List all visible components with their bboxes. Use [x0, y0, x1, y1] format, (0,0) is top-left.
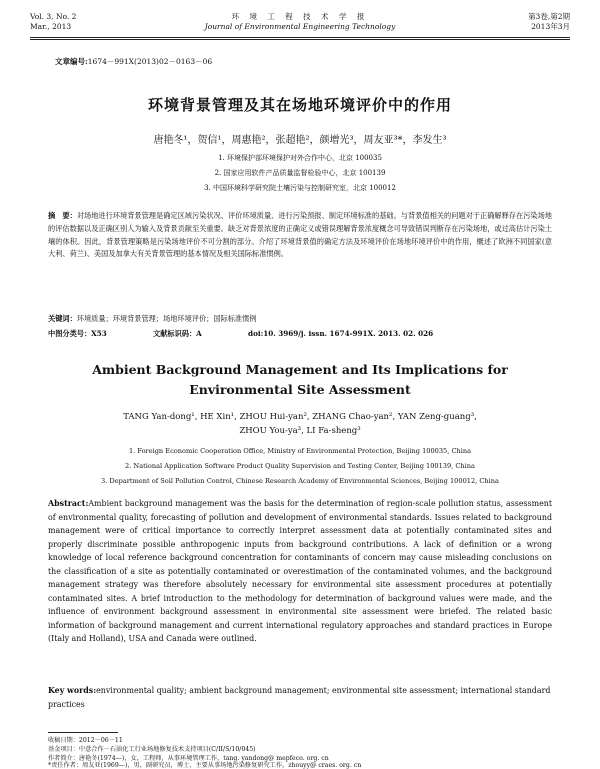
header-date-cn: 2013年3月: [531, 22, 570, 31]
header-rule-thin: [30, 39, 570, 40]
en-title-line: Ambient Background Management and Its Implications for: [92, 362, 508, 377]
cn-classification: [48, 329, 107, 338]
en-title: [0, 360, 600, 400]
en-abstract: [48, 497, 552, 646]
cn-doi-value: 10. 3969/j. issn. 1674-991X. 2013. 02. 026: [263, 329, 434, 338]
header-volume-cn: 第3卷,第2期: [528, 12, 570, 21]
cn-doi-label: doi:: [248, 329, 264, 338]
article-number-label: 文章编号:: [55, 57, 88, 66]
en-authors-line: TANG Yan-dong¹, HE Xin¹, ZHOU Hui-yan², ZHANG Chao-yan², YAN Zeng-guang³,: [123, 412, 477, 422]
cn-affiliation: 3. 中国环境科学研究院土壤污染与控制研究室，北京 100012: [204, 184, 396, 192]
header-journal-en: Journal of Environmental Engineering Technology: [204, 22, 396, 31]
header-volume-info-cn: [528, 12, 570, 32]
header-volume: Vol. 3, No. 2: [30, 12, 77, 21]
cn-affiliation: 1. 环境保护部环境保护对外合作中心，北京 100035: [218, 154, 382, 162]
cn-abstract-label: 摘 要：: [48, 211, 77, 220]
en-affiliation: 2. National Application Software Product Quality Supervision and Testing Center, Beijing 100139, China: [125, 462, 475, 470]
cn-keywords-label: 关键词：: [48, 314, 77, 323]
footnote-rule: [48, 732, 118, 733]
cn-abstract-text: 对场地进行环境背景管理是确定区域污染状况、评价环境质量、进行污染预报、制定环境标准的基础。与背景值相关的问题对于正确解释存在污染场地的评估数据以及正确区别人为输入及背景贡献至关重要。缺乏对背景浓度的正确定义或错误理解背景浓度概念可导致错误判断存在污染场地，或过高估计污染土壤的体积。因此，背景管理策略是污染场地评价不可分割的部分。介绍了环境背景值的确定方法及环境评价在场地环境评价中的作用，概述了欧洲不同国家(意大利、荷兰)、美国及加拿大有关背景管理的基本情况及相关国际标准惯例。: [48, 211, 552, 259]
en-authors: [80, 410, 520, 438]
cn-abstract: [48, 210, 552, 261]
header-journal-cn: 环 境 工 程 技 术 学 报: [231, 12, 369, 21]
cn-document-code-label: 文献标识码：: [153, 329, 197, 338]
footnote-funding: 基金项目：中意合作－石油化工行业场地修复技术支持项目(C/II/S/10/045): [48, 746, 256, 753]
cn-affiliation: 2. 国家应用软件产品质量监督检验中心，北京 100139: [214, 169, 386, 177]
en-keywords-label: Key words:: [48, 686, 97, 695]
cn-title: 环境背景管理及其在场地环境评价中的作用: [147, 96, 452, 114]
cn-classification-label: 中图分类号：: [48, 329, 92, 338]
en-keywords-text: environmental quality; ambient background management; environmental site assessment; international standard practices: [48, 686, 551, 709]
cn-document-code: [153, 329, 202, 338]
header-volume-info: [30, 12, 76, 32]
en-abstract-label: Abstract:: [48, 499, 89, 508]
footnote-corresponding-author: *责任作者：周友亚(1969—)，男，副研究员，博士，主要从事场地污染修复研究工作，zhouyy@ craes. org. cn: [48, 762, 362, 769]
cn-keywords: [48, 314, 552, 324]
header-date: Mar., 2013: [30, 22, 72, 31]
cn-classification-line: [48, 329, 552, 339]
article-number: [55, 56, 212, 67]
en-affiliation: 1. Foreign Economic Cooperation Office, Ministry of Environmental Protection, Beijing 100035, China: [128, 447, 472, 455]
footnote-received: 收稿日期：2012－06－11: [48, 737, 123, 744]
header-journal: [150, 12, 450, 32]
cn-document-code-value: A: [196, 329, 202, 338]
cn-classification-value: X53: [91, 329, 107, 338]
en-title-line: Environmental Site Assessment: [189, 382, 411, 397]
cn-authors: 唐艳冬¹，贺信¹，周惠艳²，张超艳²，颜增光³，周友亚³*，李发生³: [153, 135, 447, 146]
cn-doi: [248, 329, 433, 338]
en-authors-line: ZHOU You-ya³, LI Fa-sheng³: [239, 426, 361, 436]
en-keywords: [48, 684, 552, 711]
en-abstract-text: Ambient background management was the basis for the determination of region-scale pollution status, assessment of environmental quality, forecasting of pollution and development of environmental standards. Issues related to background management were of critical importance to correctly interpret assessment data at potentially contaminated sites and properly discriminate possible anthropogenic inputs from background contributions. A lack of definition or a wrong knowledge of local reference background concentration for contaminants of concern may cause misleading conclusions on the classification of a site as potentially contaminated or overestimation of the contaminated volumes, and the background management strategy was therefore absolutely necessary for environmental site assessment procedures at potentially contaminated sites. A brief introduction to the methodology for determination of background values were made, and the influence of environment background assessment in environmental site assessment were briefed. The related basic information of background management and current international regulatory approaches and standard practices in Europe (Italy and Holland), USA and Canada were outlined.: [48, 499, 552, 643]
cn-keywords-text: 环境质量；环境背景管理；场地环境评价；国际标准惯例: [76, 314, 257, 323]
header-rule: [30, 37, 570, 38]
footnote-author-bio: 作者简介：唐艳冬(1974—)，女，工程师，从事环境管理工作，tang. yandong@ mepfeco. org. cn: [48, 755, 329, 762]
en-affiliation: 3. Department of Soil Pollution Control, Chinese Research Academy of Environmental Sciences, Beijing 100012, China: [101, 477, 499, 485]
article-number-value: 1674－991X(2013)02－0163－06: [87, 57, 213, 66]
